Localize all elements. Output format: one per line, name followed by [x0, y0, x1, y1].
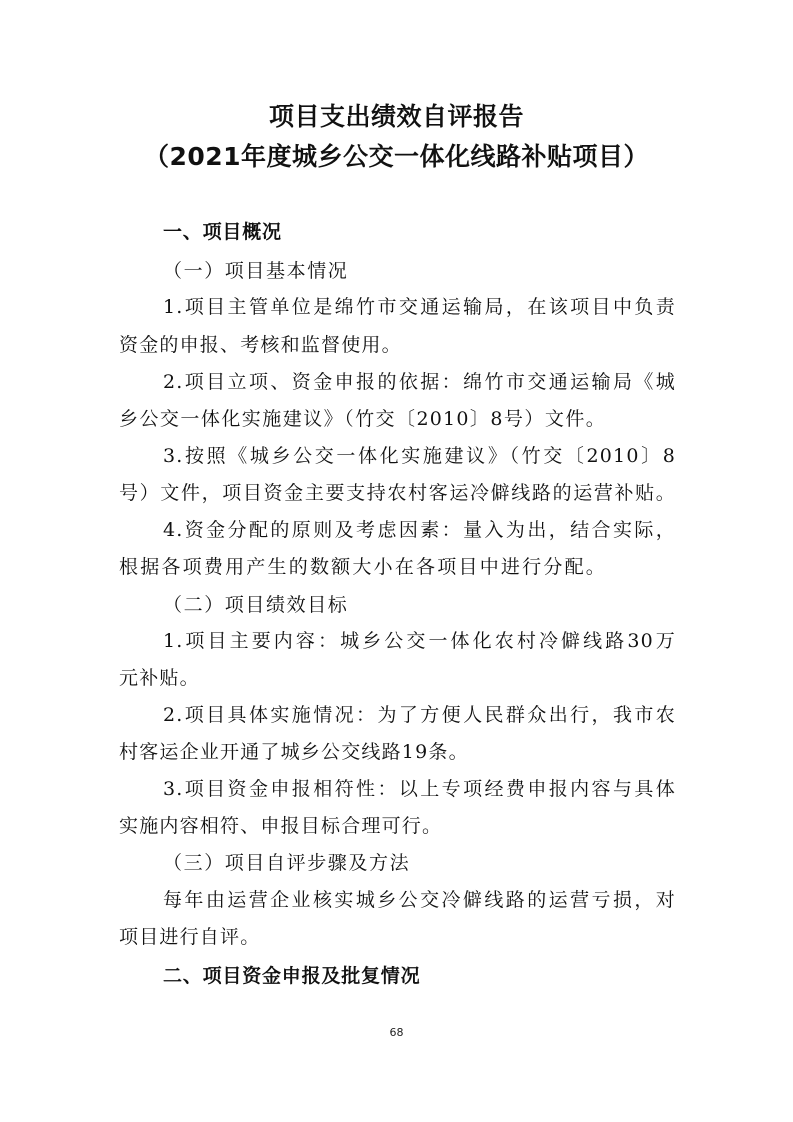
paragraph-line: 号）文件，项目资金主要支持农村客运冷僻线路的运营补贴。 [119, 482, 676, 504]
paragraph-line: 元补贴。 [119, 667, 200, 689]
subsection-heading-basic-info: （一）项目基本情况 [163, 260, 349, 282]
report-title: 项目支出绩效自评报告 [268, 102, 524, 131]
paragraph-line: 乡公交一体化实施建议》（竹交〔2010〕8号）文件。 [119, 408, 606, 430]
section-heading-funding: 二、项目资金申报及批复情况 [163, 965, 421, 987]
paragraph-line: 1.项目主管单位是绵竹市交通运输局，在该项目中负责 [163, 296, 676, 318]
section-heading-project-overview: 一、项目概况 [163, 221, 282, 243]
paragraph-line: 项目进行自评。 [119, 926, 261, 948]
paragraph-line: 4.资金分配的原则及考虑因素：量入为出，结合实际， [163, 519, 676, 541]
subsection-heading-self-evaluation: （三）项目自评步骤及方法 [163, 852, 411, 874]
paragraph-line: 1.项目主要内容：城乡公交一体化农村冷僻线路30万 [163, 630, 676, 652]
report-subtitle: （2021年度城乡公交一体化线路补贴项目） [143, 142, 650, 171]
page-number: 68 [389, 1026, 404, 1039]
paragraph-line: 2.项目具体实施情况：为了方便人民群众出行，我市农 [163, 704, 676, 726]
paragraph-line: 根据各项费用产生的数额大小在各项目中进行分配。 [119, 556, 606, 578]
paragraph-line: 3.按照《城乡公交一体化实施建议》（竹交〔2010〕8 [163, 445, 676, 467]
subsection-heading-performance-goals: （二）项目绩效目标 [163, 594, 349, 616]
paragraph-line: 3.项目资金申报相符性：以上专项经费申报内容与具体 [163, 778, 676, 800]
paragraph-line: 村客运企业开通了城乡公交线路19条。 [119, 741, 469, 763]
paragraph-line: 实施内容相符、申报目标合理可行。 [119, 815, 443, 837]
paragraph-line: 资金的申报、考核和监督使用。 [119, 334, 402, 356]
paragraph-line: 每年由运营企业核实城乡公交冷僻线路的运营亏损，对 [163, 889, 676, 911]
paragraph-line: 2.项目立项、资金申报的依据：绵竹市交通运输局《城 [163, 371, 676, 393]
